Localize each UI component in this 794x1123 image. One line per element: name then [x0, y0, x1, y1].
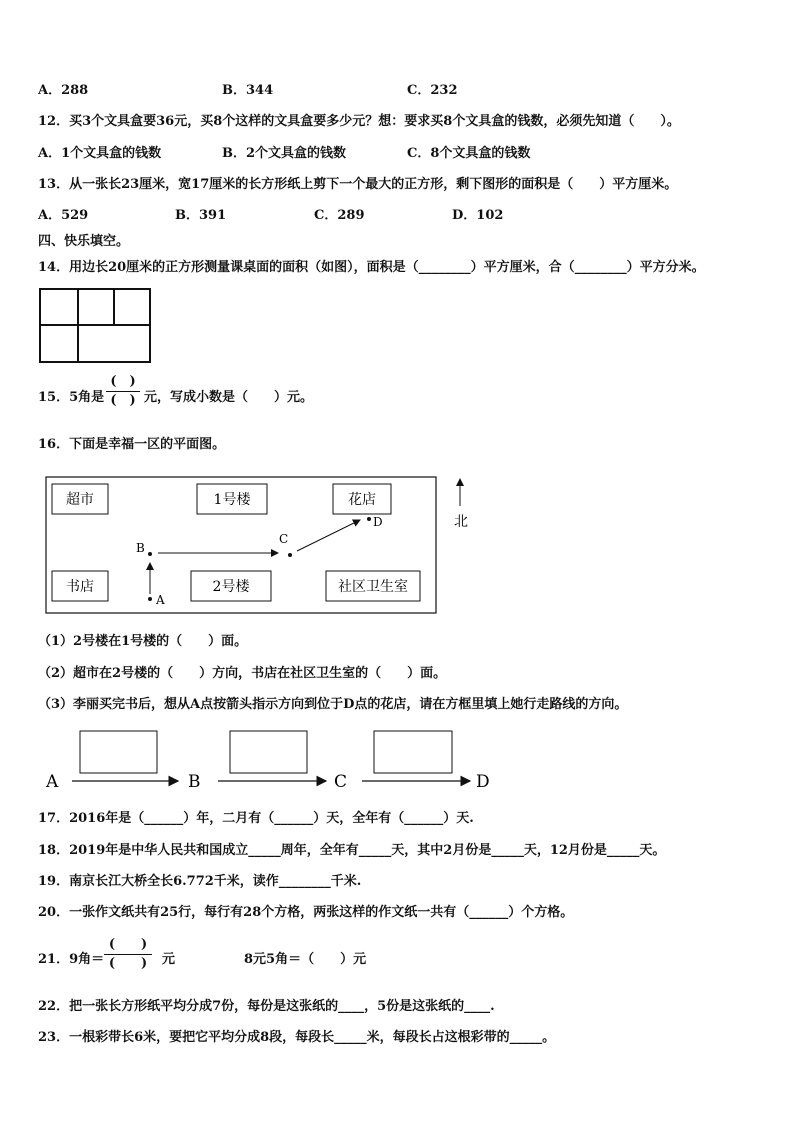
q20-stem: 20．一张作文纸共有25行，每行有28个方格，两张这样的作文纸一共有（______）个方格。 [38, 905, 574, 920]
point-d-dot [367, 517, 371, 521]
route-b-label: B [188, 772, 201, 792]
q12-stem: 12．买3个文具盒要36元，买8个这样的文具盒要多少元？想：要求买8个文具盒的钱数，必须先知道（ ）。 [38, 114, 680, 129]
q13-option-c: C．289 [314, 208, 365, 223]
q11-option-c: C．232 [407, 83, 458, 98]
q15-rest: 元，写成小数是（ ）元。 [144, 390, 314, 405]
q21-second: 8元5角＝（ ）元 [244, 952, 367, 967]
q13-option-d: D．102 [452, 208, 504, 223]
q18-stem: 18．2019年是中华人民共和国成立_____周年，全年有_____天，其中2月份是_____天，12月份是_____天。 [38, 843, 666, 858]
q12-option-b: B．2个文具盒的钱数 [222, 146, 347, 161]
direction-box-2[interactable] [230, 731, 307, 773]
route-direction-diagram [40, 725, 500, 795]
community-map [40, 470, 480, 620]
route-c-label: C [334, 772, 348, 792]
q21-fraction [104, 937, 152, 972]
q13-option-a: A．529 [38, 208, 89, 223]
q21-unit: 元 [162, 952, 176, 967]
section-4-title: 四、快乐填空。 [38, 234, 130, 249]
bookstore-label: 书店 [66, 579, 94, 595]
q11-option-a: A．288 [38, 83, 89, 98]
point-c-dot [288, 553, 292, 557]
q12-option-c: C．8个文具盒的钱数 [407, 146, 531, 161]
q14-stem: 14．用边长20厘米的正方形测量课桌面的面积（如图），面积是（________）平方厘米，合（________）平方分米。 [38, 260, 705, 275]
q21-number: 21．9角＝ [38, 952, 105, 967]
q12-option-a: A．1个文具盒的钱数 [38, 146, 162, 161]
q15-fraction-denominator: ( ) [110, 393, 136, 408]
q21-fraction-numerator: ( ) [108, 937, 148, 952]
direction-box-1[interactable] [80, 731, 157, 773]
arrow-c-to-d [297, 520, 360, 551]
q21-fraction-denominator: ( ) [108, 956, 148, 971]
q16-stem: 16．下面是幸福一区的平面图。 [38, 437, 226, 452]
route-d-label: D [476, 772, 490, 792]
q15-number: 15．5角是 [38, 390, 105, 405]
q23-stem: 23．一根彩带长6米，要把它平均分成8段，每段长_____米，每段长占这根彩带的_____。 [38, 1030, 556, 1045]
supermarket-label: 超市 [66, 492, 94, 508]
point-a-label: A [156, 593, 165, 607]
q16-sub3: （3）李丽买完书后，想从A点按箭头指示方向到位于D点的花店，请在方框里填上她行走路线的方向。 [38, 697, 628, 712]
flower-shop-label: 花店 [348, 492, 376, 508]
q15-fraction [106, 374, 140, 409]
q17-stem: 17．2016年是（______）年，二月有（______）天，全年有（______）天. [38, 811, 474, 826]
route-a-label: A [46, 772, 59, 792]
q11-option-b: B．344 [222, 83, 274, 98]
building1-label: 1号楼 [213, 492, 251, 508]
point-b-dot [148, 552, 152, 556]
point-a-dot [148, 597, 152, 601]
clinic-label: 社区卫生室 [338, 579, 408, 595]
q16-sub2: （2）超市在2号楼的（ ）方向，书店在社区卫生室的（ ）面。 [38, 666, 447, 681]
q13-option-b: B．391 [175, 208, 227, 223]
q19-stem: 19．南京长江大桥全长6.772千米，读作________千米. [38, 874, 362, 889]
point-b-label: B [136, 541, 145, 555]
q15-fraction-numerator: ( ) [110, 374, 136, 389]
point-c-label: C [279, 532, 289, 546]
fraction-bar [104, 954, 152, 955]
direction-box-3[interactable] [374, 731, 452, 773]
point-d-label: D [373, 515, 383, 529]
q13-stem: 13．从一张长23厘米，宽17厘米的长方形纸上剪下一个最大的正方形，剩下图形的面积是（ ）平方厘米。 [38, 177, 678, 192]
q22-stem: 22．把一张长方形纸平均分成7份，每份是这张纸的____，5份是这张纸的____. [38, 999, 495, 1014]
fraction-bar [106, 391, 140, 392]
desk-tiling-figure [38, 287, 154, 365]
building2-label: 2号楼 [212, 579, 250, 595]
q16-sub1: （1）2号楼在1号楼的（ ）面。 [38, 634, 248, 649]
north-label: 北 [454, 514, 468, 530]
